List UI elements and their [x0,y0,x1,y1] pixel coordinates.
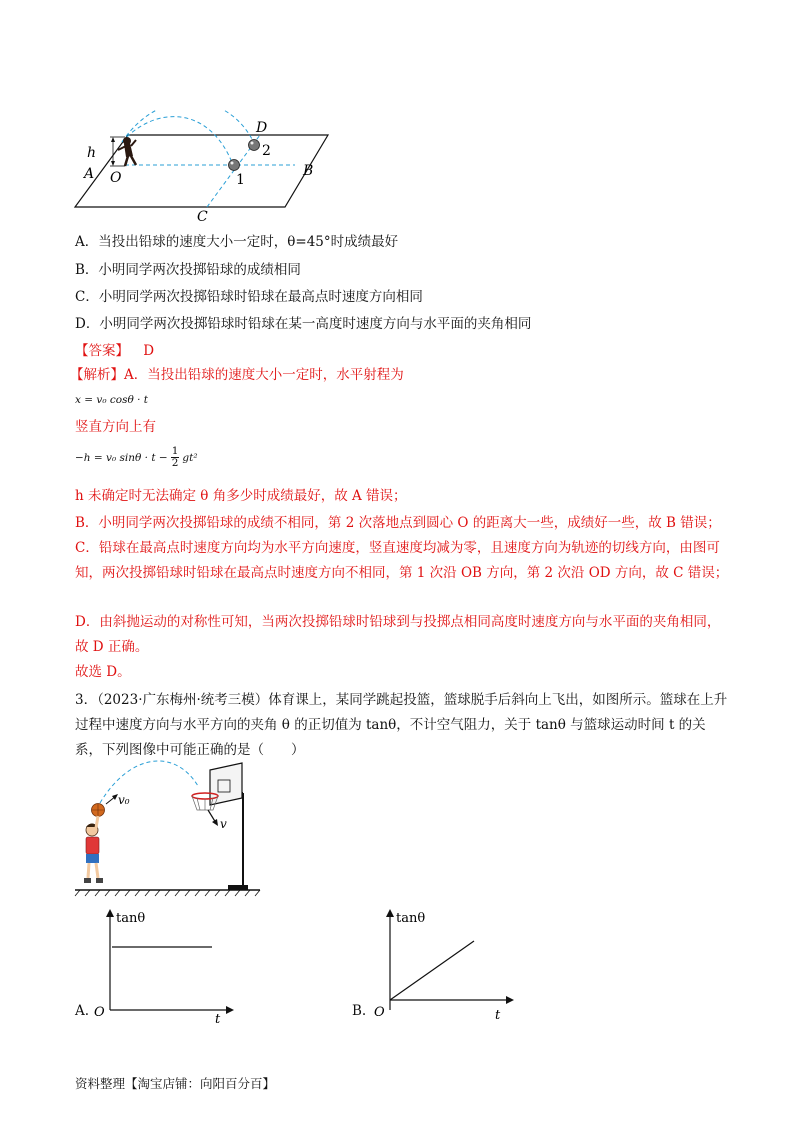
analysis-line-2: 竖直方向上有 [75,419,156,435]
label-d: D [256,120,268,136]
graph-option-b-label: B. [352,1003,367,1019]
analysis-line-7: 故选 D。 [75,664,131,680]
graph-a-xlabel: t [215,1012,221,1025]
graph-option-b [370,905,520,1025]
fraction-numerator: 1 [171,445,179,457]
trajectory-1 [122,117,233,165]
label-v0: v₀ [118,793,130,807]
ball-2 [249,140,260,151]
answer-value: D [143,343,155,359]
analysis-line-5: C．铅球在最高点时速度方向均为水平方向速度，竖直速度均减为零，且速度方向为轨迹的切线方向，由图可知，两次投掷铅球时铅球在最高点时速度方向不相同，第 1 次沿 OB 方向，第 2 次沿 OD 方向，故 C 错误； [75,540,729,581]
formula-2-right: gt² [182,451,198,464]
graph-option-a [90,905,240,1025]
analysis-text-1: A．当投出铅球的速度大小一定时，水平射程为 [124,367,404,383]
question-3-text: 3．（2023·广东梅州·统考三模）体育课上，某同学跳起投篮，篮球脱手后斜向上飞出，如图所示。篮球在上升过程中速度方向与水平方向的夹角 θ 的正切值为 tanθ，不计空气阻力，关于 tanθ 与篮球运动时间 t 的关系，下列图像中可能正确的是（ ） [75,692,728,758]
thrower-figure [118,137,136,166]
label-ball-2: 2 [262,143,271,159]
formula-2 [75,446,198,469]
shot-put-figure [70,110,340,225]
option-d: D．小明同学两次投掷铅球时铅球在某一高度时速度方向与水平面的夹角相同 [75,316,532,332]
graph-b-origin: O [374,1005,385,1020]
label-b: B [303,163,314,179]
graph-b-ylabel: tanθ [396,911,426,926]
formula-1: x = v₀ cosθ · t [75,394,149,406]
option-b: B．小明同学两次投掷铅球的成绩相同 [75,262,301,278]
formula-2-fraction [171,446,180,469]
analysis-tag: 【解析】 [70,367,124,383]
label-o: O [110,170,122,186]
option-c: C．小明同学两次投掷铅球时铅球在最高点时速度方向相同 [75,289,423,305]
basketball-figure [70,758,270,898]
player-figure [84,816,103,883]
analysis-line-3: h 未确定时无法确定 θ 角多少时成绩最好，故 A 错误； [75,488,407,504]
label-h: h [87,145,97,161]
ball-1 [229,160,240,171]
fraction-denominator: 2 [171,457,179,469]
formula-2-left: −h = v₀ sinθ · t − [75,451,168,464]
answer-tag: 【答案】 [75,343,129,359]
label-a: A [84,166,95,182]
label-c: C [197,209,208,225]
option-a: A．当投出铅球的速度大小一定时，θ=45°时成绩最好 [75,234,399,250]
footer-text: 资料整理【淘宝店铺：向阳百分百】 [75,1076,276,1091]
graph-option-a-label: A. [75,1003,90,1019]
graph-a-ylabel: tanθ [116,911,146,926]
analysis-line-1 [70,366,720,384]
answer-line [75,342,725,360]
graph-b-series-line [390,941,474,1000]
analysis-line-4: B．小明同学两次投掷铅球的成绩不相同，第 2 次落地点到圆心 O 的距离大一些，成绩好一些，故 B 错误； [75,515,721,531]
trajectory-2 [122,110,255,145]
graph-b-xlabel: t [495,1008,501,1023]
graph-a-origin: O [94,1005,105,1020]
label-v: v [220,817,227,831]
label-ball-1: 1 [236,172,245,188]
analysis-line-6: D．由斜抛运动的对称性可知，当两次投掷铅球时铅球到与投掷点相同高度时速度方向与水平面的夹角相同，故 D 正确。 [75,614,721,655]
